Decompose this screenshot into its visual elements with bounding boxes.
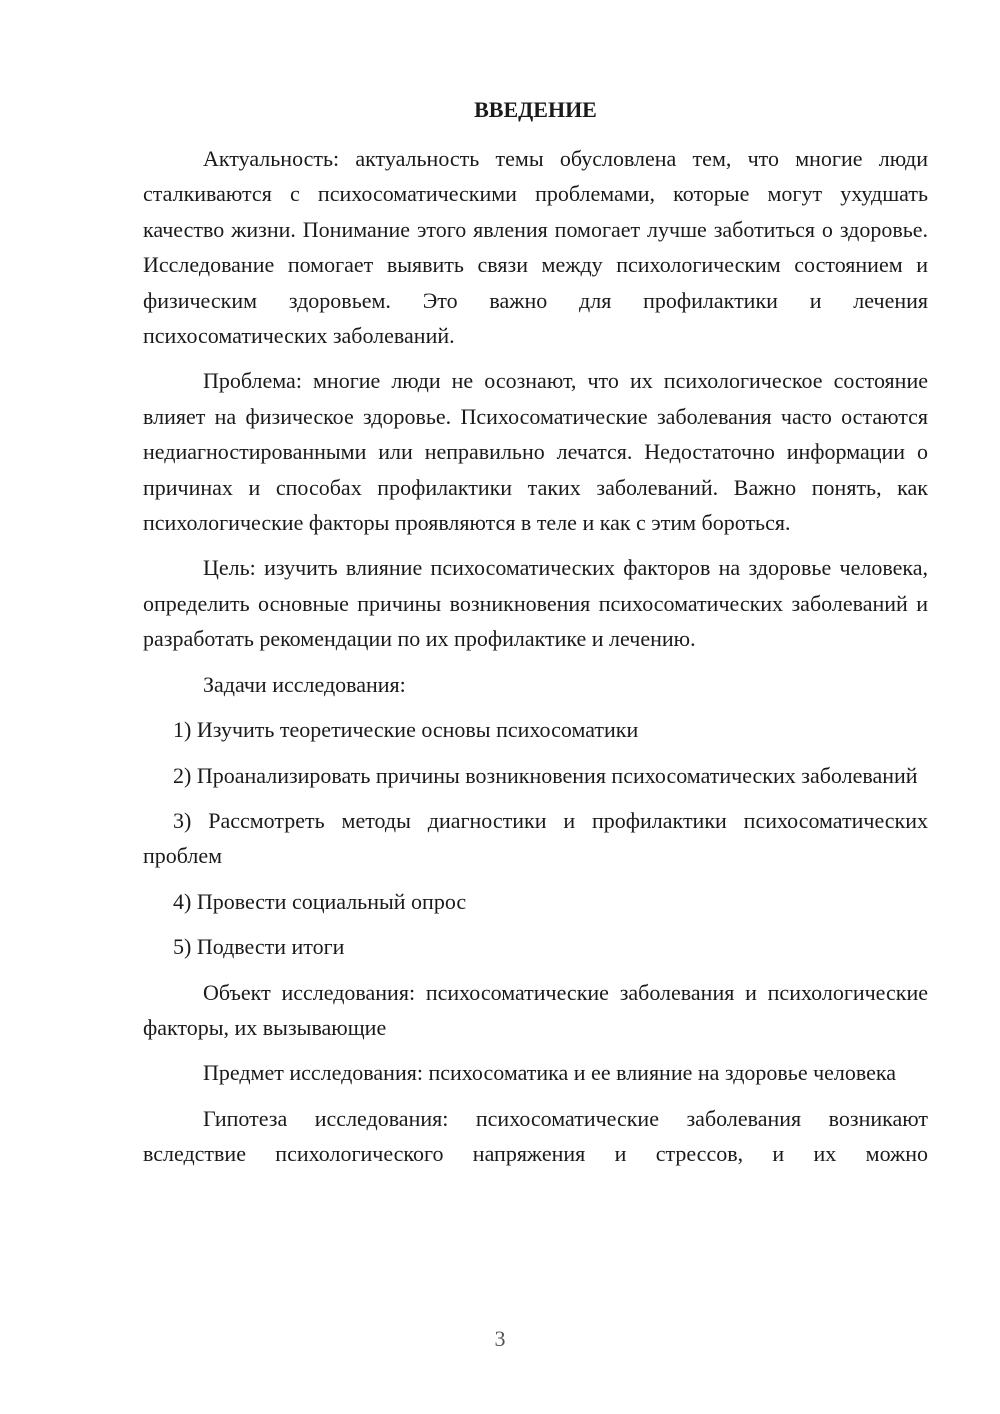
tasks-list	[143, 712, 928, 964]
paragraph-relevance: Актуальность: актуальность темы обусловлена тем, что многие люди сталкиваются с психосоматическими проблемами, которые могут ухудшать качество жизни. Понимание этого явления помогает лучше заботиться о здоровье. Исследование помогает выявить связи между психологическим состоянием и физическим здоровьем. Это важно для профилактики и лечения психосоматических заболеваний.	[143, 146, 928, 349]
paragraph-subject: Предмет исследования: психосоматика и ее влияние на здоровье человека	[203, 1060, 897, 1086]
paragraph-object: Объект исследования: психосоматические заболевания и психологические факторы, их вызывающие	[143, 979, 928, 1040]
paragraph-hypothesis: Гипотеза исследования: психосоматические заболевания возникают вследствие психологического напряжения и стрессов, и их можно	[143, 1105, 928, 1167]
paragraph-tasks-heading: Задачи исследования:	[203, 671, 406, 697]
paragraph-goal: Цель: изучить влияние психосоматических факторов на здоровье человека, определить основные причины возникновения психосоматических заболеваний и разработать рекомендации по их профилактике и лечению.	[143, 555, 928, 652]
list-item: 1) Изучить теоретические основы психосоматики	[173, 717, 639, 743]
list-item: 4) Провести социальный опрос	[173, 888, 467, 914]
document-page	[143, 95, 928, 1182]
page-title: ВВЕДЕНИЕ	[474, 97, 597, 122]
paragraph-problem: Проблема: многие люди не осознают, что их психологическое состояние влияет на физическое здоровье. Психосоматические заболевания часто остаются недиагностированными или неправильно лечатся. Недостаточно информации о причинах и способах профилактики таких заболеваний. Важно понять, как психологические факторы проявляются в теле и как с этим бороться.	[143, 368, 928, 536]
list-item: 3) Рассмотреть методы диагностики и профилактики психосоматических проблем	[143, 807, 928, 869]
list-item: 2) Проанализировать причины возникновения психосоматических заболеваний	[173, 762, 918, 788]
list-item: 5) Подвести итоги	[173, 934, 345, 960]
page-number: 3	[494, 1326, 506, 1351]
